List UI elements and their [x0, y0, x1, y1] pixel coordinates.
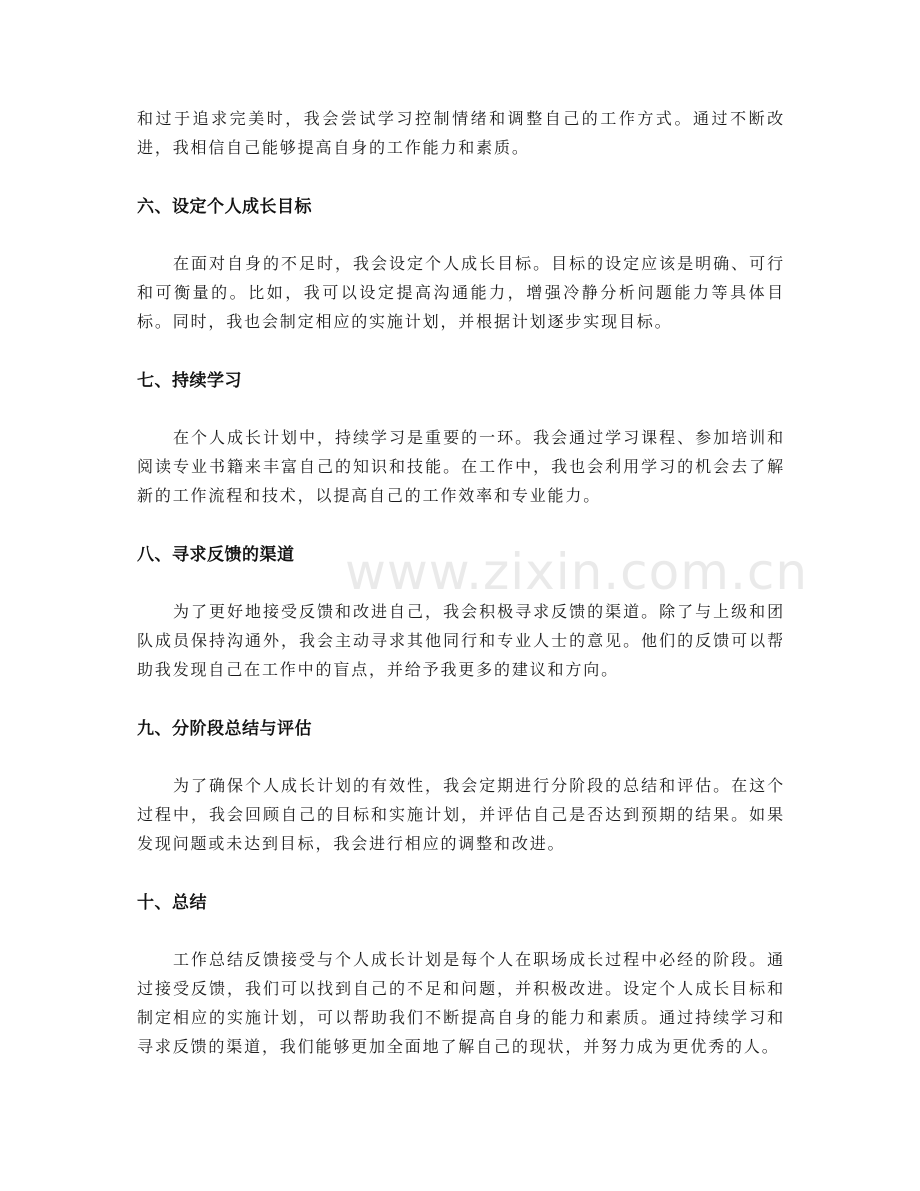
spacer [137, 336, 785, 367]
section-body-7: 在个人成长计划中，持续学习是重要的一环。我会通过学习课程、参加培训和阅读专业书籍来丰富自己的知识和技能。在工作中，我也会利用学习的机会去了解新的工作流程和技术，以提高自己的工作效率和专业能力。 [137, 428, 785, 505]
document-body [137, 104, 785, 1061]
section-heading-9: 九、分阶段总结与评估 [137, 719, 312, 739]
spacer [137, 744, 785, 771]
section-heading-6: 六、设定个人成长目标 [137, 197, 312, 217]
intro-paragraph: 和过于追求完美时，我会尝试学习控制情绪和调整自己的工作方式。通过不断改进，我相信自己能够提高自身的工作能力和素质。 [137, 109, 785, 157]
section-heading-7: 七、持续学习 [137, 371, 242, 391]
spacer [137, 570, 785, 597]
spacer [137, 918, 785, 945]
section-body-9: 为了确保个人成长计划的有效性，我会定期进行分阶段的总结和评估。在这个过程中，我会回顾自己的目标和实施计划，并评估自己是否达到预期的结果。如果发现问题或未达到目标，我会进行相应的调整和改进。 [137, 776, 785, 853]
section-body-10: 工作总结反馈接受与个人成长计划是每个人在职场成长过程中必经的阶段。通过接受反馈，我们可以找到自己的不足和问题，并积极改进。设定个人成长目标和制定相应的实施计划，可以帮助我们不断提高自身的能力和素质。通过持续学习和寻求反馈的渠道，我们能够更加全面地了解自己的现状，并努力成为更优秀的人。 [137, 950, 785, 1056]
spacer [137, 858, 785, 889]
spacer [137, 510, 785, 541]
spacer [137, 222, 785, 249]
spacer [137, 684, 785, 715]
section-heading-10: 十、总结 [137, 893, 207, 913]
watermark: www.zixin.com.cn [345, 543, 809, 601]
section-body-8: 为了更好地接受反馈和改进自己，我会积极寻求反馈的渠道。除了与上级和团队成员保持沟通外，我会主动寻求其他同行和专业人士的意见。他们的反馈可以帮助我发现自己在工作中的盲点，并给予我更多的建议和方向。 [137, 602, 785, 679]
spacer [137, 396, 785, 423]
section-body-6: 在面对自身的不足时，我会设定个人成长目标。目标的设定应该是明确、可行和可衡量的。比如，我可以设定提高沟通能力，增强冷静分析问题能力等具体目标。同时，我也会制定相应的实施计划，并根据计划逐步实现目标。 [137, 254, 785, 331]
section-heading-8: 八、寻求反馈的渠道 [137, 545, 295, 565]
spacer [137, 162, 785, 193]
